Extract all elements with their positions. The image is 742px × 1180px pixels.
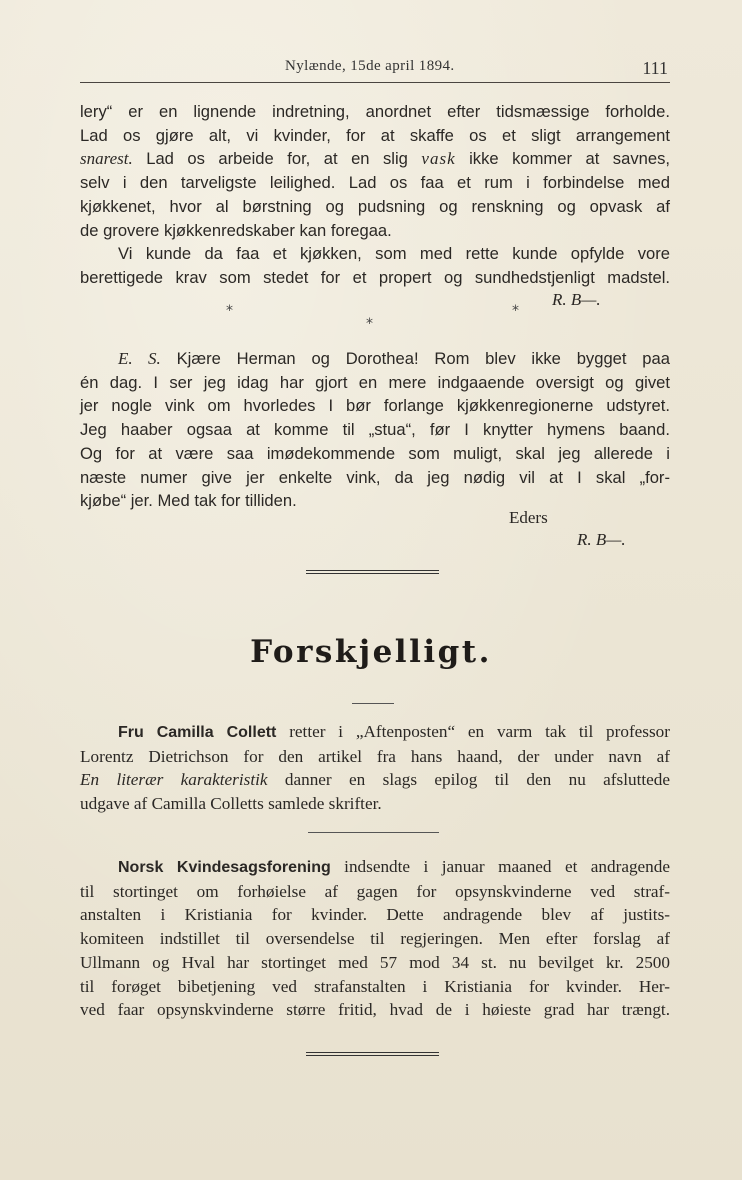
news-item [80,855,670,1022]
text-line: komiteen indstillet til oversendelse til regjeringen. Men efter forslag af [80,929,670,949]
item-rule [308,832,439,833]
signature: R. B—. [552,290,601,309]
asterisk: * [366,316,373,332]
text-line: anstalten i Kristiania for kvinder. Dette andragende blev af justits- [80,905,670,925]
text-line: kjøbe“ jer. Med tak for tilliden. [80,491,297,511]
letter [80,347,670,513]
text-line [80,720,670,745]
text-line: ved faar opsynskvinderne større fritid, hvad de i høieste grad har trængt. [80,1000,670,1020]
text-line: lery“ er en lignende indretning, anordnet efter tidsmæssige forholde. [80,102,670,121]
italic-text: En literær karakteristik [80,770,268,790]
section-rule [306,570,439,574]
closing: Eders [509,508,548,527]
text-fragment: danner en slags epilog til den nu afsluttede [267,770,670,790]
letter-initials: E. S. [118,349,161,368]
italic-text: vask [421,149,456,169]
running-head: Nylænde, 15de april 1894. [285,58,455,74]
text-line: Ullmann og Hval har stortinget med 57 mod 34 st. nu bevilget kr. 2500 [80,952,670,972]
text-line: til forøget bibetjening ved strafanstalten i Kristiania for kvinder. Her- [80,976,670,996]
text-fragment: indsendte i januar maaned et andragende [330,857,670,876]
article-ending [80,100,670,290]
text-line: udgave af Camilla Colletts samlede skrifter. [80,794,382,814]
text-line: Lorentz Dietrichson for den artikel fra hans haand, der under navn af [80,746,670,766]
text-line: de grovere kjøkkenredskaber kan foregaa. [80,220,392,240]
title-rule [352,703,394,704]
asterisk: * [512,303,519,319]
text-line: næste numer give jer enkelte vink, da jeg nødig vil at I skal „for- [80,467,670,487]
header-rule [80,82,670,83]
text-line: selv i den tarveligste leilighed. Lad os faa et rum i forbindelse med [80,173,670,193]
text-line: Vi kunde da faa et kjøkken, som med rette kunde opfylde vore [118,244,670,264]
news-item [80,720,670,816]
text-line: kjøkkenet, hvor al børstning og pudsning og renskning og opvask af [80,196,670,216]
text-fragment: ikke kommer at savnes, [455,149,670,169]
italic-text: snarest. [80,149,133,169]
text-line: til stortinget om forhøielse af gagen for opsynskvinderne ved straf- [80,881,670,901]
text-line: berettigede krav som stedet for et propert og sundhedstjenligt madstel. [80,267,670,287]
asterisk: * [226,303,233,319]
page-number: 111 [642,58,668,78]
text-line: Jeg haaber ogsaa at komme til „stua“, før I knytter hymens baand. [80,420,670,440]
item-lead: Fru Camilla Collett [118,724,277,741]
section-title: Forskjelligt. [250,634,492,670]
text-line: Og for at være saa imødekommende som muligt, skal jeg allerede i [80,443,670,463]
item-lead: Norsk Kvindesagsforening [118,859,331,876]
text-fragment: Kjære Herman og Dorothea! Rom blev ikke bygget paa [160,349,670,368]
text-line: jer nogle vink om hvorledes I bør forlange kjøkkenregionerne udstyret. [80,396,670,416]
text-line [80,147,670,171]
text-line [80,855,670,880]
signature: R. B—. [577,530,626,549]
text-fragment: Lad os arbeide for, at en slig [132,149,422,169]
text-fragment: retter i „Aftenposten“ en varm tak til professor [276,722,670,741]
text-line: Lad os gjøre alt, vi kvinder, for at skaffe os et sligt arrangement [80,125,670,145]
end-rule [306,1052,439,1056]
text-line [80,768,670,792]
text-line: én dag. I ser jeg idag har gjort en mere indgaaende oversigt og givet [80,372,670,392]
text-line [80,347,670,371]
